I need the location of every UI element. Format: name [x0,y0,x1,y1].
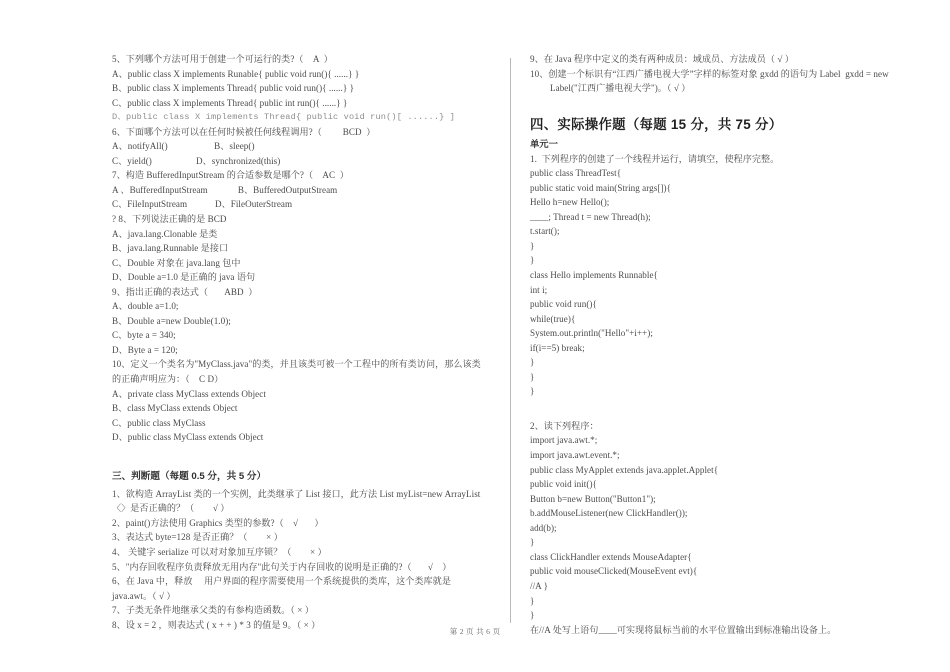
code-line: b.addMouseListener(new ClickHandler()); [530,508,688,519]
code-line: class Hello implements Runnable{ [530,270,658,281]
tf-line: 8、设 x = 2 ，则表达式 ( x + + ) * 3 的值是 9。（ × ） [112,619,321,630]
mc-line: B、java.lang.Runnable 是接口 [112,243,229,254]
tf-line: 2、paint()方法使用 Graphics 类型的参数?（ √ ） [112,517,324,528]
mc-line: 6、下面哪个方法可以在任何时候被任何线程调用?（ BCD ） [112,126,376,137]
tf-line-wrap: Label("江西广播电视大学")。（ √ ） [550,83,691,94]
mc-line: A 、BufferedInputStream B、BufferedOutputStream [112,184,338,195]
code-line: System.out.println("Hello"+i++); [530,328,653,339]
code-line: if(i==5) break; [530,342,585,353]
code-line: add(b); [530,522,557,533]
code-line: //A } [530,580,549,591]
mc-line: C、yield() D、synchronized(this) [112,155,281,166]
code-line: public class MyApplet extends java.applet.Applet{ [530,464,719,475]
code-line: Button b=new Button("Button1"); [530,493,656,504]
problem-spacer [530,399,890,419]
code-line: } [530,240,535,251]
code-line: } [530,610,535,621]
mc-line: 5、下列哪个方法可用于创建一个可运行的类?（ A ） [112,54,333,64]
mc-line: C、public class X implements Thread{ public int run(){ ......} } [112,97,348,108]
code-line: ____; Thread t = new Thread(h); [530,211,651,222]
code-line: } [530,357,535,368]
mc-line: D、public class MyClass extends Object [112,432,264,443]
section-spacer [112,445,482,458]
mc-line: A、public class X implements Runable{ public void run(){ ......} } [112,68,360,79]
mc-line: A、private class MyClass extends Object [112,388,266,399]
mc-line: 9、指出正确的表达式（ ABD ） [112,286,258,297]
mc-line: B、public class X implements Thread{ public void run(){ ......} } [112,83,354,94]
tf-line: 9、在 Java 程序中定义的类有两种成员：域成员、方法成员（ √ ） [530,54,794,64]
page-footer: 第 2 页 共 6 页 [449,627,501,636]
code-line: t.start(); [530,226,560,237]
left-column [112,52,482,632]
code-line: public static void main(String args[]){ [530,182,672,193]
mc-line: A、notifyAll() B、sleep() [112,141,255,152]
problem-2-question: 在//A 处写上语句____可实现将鼠标当前的水平位置输出到标准输出设备上。 [530,624,837,635]
code-line: while(true){ [530,313,576,324]
code-line: } [530,595,535,606]
mc-line: ? 8、下列说法正确的是 BCD [112,214,227,225]
tf-line: 10、创建一个标识有“江西广播电视大学”字样的标签对象 gxdd 的语句为 Label gxdd = new [530,68,889,79]
problem-2-prompt: 2、读下列程序： [530,420,599,431]
code-line: public void init(){ [530,479,597,490]
tf-line: 4、 关键字 serialize 可以对对象加互序锁？（ × ） [112,546,327,557]
mc-line: 10、定义一个类名为"MyClass.java"的类，并且该类可被一个工程中的所有类访问，那么该类的正确声明应为：（ C D） [112,359,481,385]
mc-line: B、class MyClass extends Object [112,403,238,414]
unit-title: 单元一 [530,138,558,149]
code-line: Hello h=new Hello(); [530,197,610,208]
code-line: public void run(){ [530,299,597,310]
code-line: } [530,386,535,397]
section-3-title: 三、判断题（每题 0.5 分，共 5 分） [112,470,267,482]
mc-line-mono: D、public class X implements Thread{ public void run()[ ......} ] [112,112,456,123]
code-line: class ClickHandler extends MouseAdapter{ [530,551,692,562]
mc-line: A、double a=1.0; [112,301,179,312]
code-line: } [530,537,535,548]
mc-line: 7、构造 BufferedInputStream 的合适参数是哪个?（ AC ） [112,170,349,181]
tf-line: 1、欲构造 ArrayList 类的一个实例，此类继承了 List 接口，此方法 List myList=new ArrayList〈〉是否正确的？（ √ ） [112,488,481,514]
code-line: import java.awt.event.*; [530,450,620,461]
code-line: } [530,371,535,382]
mc-line: A、java.lang.Clonable 是类 [112,228,218,239]
tf-line: 3、表达式 byte=128 是否正确？（ × ） [112,532,283,543]
right-column [530,52,890,637]
mc-line: B、Double a=new Double(1.0); [112,315,231,326]
mc-line: D、Byte a = 120; [112,344,178,355]
code-line: int i; [530,284,548,295]
code-line: public class ThreadTest{ [530,168,622,179]
true-false-continued-block [530,52,890,96]
mc-line: C、byte a = 340; [112,330,176,341]
tf-line: 6、在 Java 中，释放 用户界面的程序需要使用一个系统提供的类库，这个类库就是 java.awt。（ √ ） [112,576,454,601]
true-false-block [112,487,482,632]
section-4-title: 四、实际操作题（每题 15 分，共 75 分） [530,116,783,132]
multiple-choice-continued-block [112,52,482,445]
mc-line: C、public class MyClass [112,417,206,428]
mc-line: C、Double 对象在 java.lang 包中 [112,257,241,268]
tf-line: 5、"内存回收程序负责释放无用内存"此句关于内存回收的说明是正确的?（ √ ） [112,561,452,572]
code-line: import java.awt.*; [530,435,598,446]
problem-1-code [530,166,890,399]
mc-line: C、FileInputStream D、FileOuterStream [112,199,293,210]
problem-1-prompt: 1. 下列程序的创建了一个线程并运行，请填空，使程序完整。 [530,153,780,164]
code-line: public void mouseClicked(MouseEvent evt){ [530,566,698,577]
problem-2-code [530,433,890,622]
code-line: } [530,255,535,266]
mc-line: D、Double a=1.0 是正确的 java 语句 [112,272,256,283]
tf-line: 7、子类无条件地继承父类的有参构造函数。（ × ） [112,605,314,616]
